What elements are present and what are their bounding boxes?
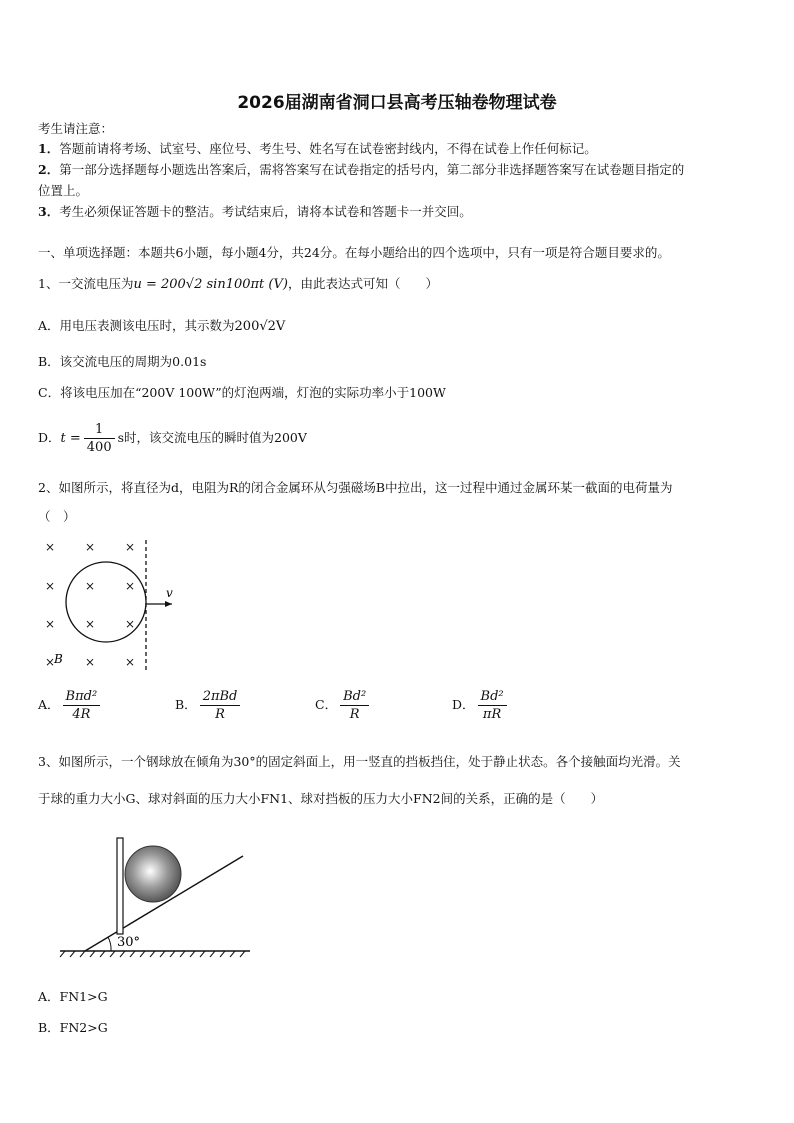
q1-d-fraction: $\frac{1}{400}$ bbox=[84, 421, 115, 456]
steel-ball bbox=[125, 846, 181, 902]
vertical-baffle bbox=[117, 838, 123, 934]
field-cross: × bbox=[84, 655, 96, 669]
q2-option-d: D． $\frac{\text{Bd²}}{\pi R}$ bbox=[452, 688, 510, 723]
q2-option-c: C． $\frac{\text{Bd²}}{R}$ bbox=[315, 688, 372, 723]
q1-option-a: A．用电压表测该电压时，其示数为200√2V bbox=[38, 318, 286, 334]
q1-option-c: C．将该电压加在“200V 100W”的灯泡两端，灯泡的实际功率小于100W bbox=[38, 385, 446, 400]
field-cross: × bbox=[124, 617, 136, 631]
q1-formula: u = 200√2 sin100πt (V) bbox=[133, 277, 288, 292]
q3-option-b: B．FN2>G bbox=[38, 1020, 108, 1035]
notice-item-2: 2．第一部分选择题每小题选出答案后，需将答案写在试卷指定的括号内，第二部分非选择题答案写在试卷题目指定的 bbox=[38, 162, 685, 177]
q1-option-b: B．该交流电压的周期为0.01s bbox=[38, 354, 207, 369]
field-cross: × bbox=[124, 579, 136, 593]
notice-item-3: 3．考生必须保证答题卡的整洁。考试结束后，请将本试卷和答题卡一并交回。 bbox=[38, 204, 472, 219]
q2-option-b: B． $\frac{\text{2πBd}}{R}$ bbox=[175, 688, 243, 723]
exam-title: 2026届湖南省洞口县高考压轴卷物理试卷 bbox=[237, 93, 557, 113]
field-label: B bbox=[54, 652, 63, 666]
field-cross: × bbox=[124, 540, 136, 554]
angle-arc bbox=[108, 937, 111, 951]
notice-heading: 考生请注意： bbox=[38, 121, 114, 136]
metal-ring bbox=[66, 562, 146, 642]
notice-item-1: 1．答题前请将考场、试室号、座位号、考生号、姓名写在试卷密封线内，不得在试卷上作任何标记。 bbox=[38, 141, 597, 156]
q2-stem-line2: （ ） bbox=[38, 509, 76, 524]
q2-magnetic-field-figure bbox=[30, 535, 190, 675]
field-cross: × bbox=[44, 655, 56, 669]
angle-label: 30° bbox=[117, 935, 141, 950]
section-heading: 一、单项选择题：本题共6小题，每小题4分，共24分。在每小题给出的四个选项中，只有一项是符合题目要求的。 bbox=[38, 245, 670, 260]
field-cross: × bbox=[44, 540, 56, 554]
field-cross: × bbox=[84, 540, 96, 554]
q3-option-a: A．FN1>G bbox=[38, 989, 108, 1004]
velocity-label: v bbox=[166, 586, 173, 600]
q2-stem-line1: 2、如图所示，将直径为d，电阻为R的闭合金属环从匀强磁场B中拉出，这一过程中通过金属环某一截面的电荷量为 bbox=[38, 480, 673, 495]
q3-stem-line2: 于球的重力大小G、球对斜面的压力大小FN1、球对挡板的压力大小FN2间的关系，正确的是（ ） bbox=[38, 791, 604, 806]
q2-option-a: A． $\frac{\text{Bπd²}}{4R}$ bbox=[38, 688, 103, 723]
notice-item-2-cont: 位置上。 bbox=[38, 183, 89, 198]
q3-incline-figure bbox=[55, 832, 255, 962]
field-cross: × bbox=[84, 579, 96, 593]
velocity-arrowhead bbox=[165, 601, 172, 607]
q1-stem: 1、一交流电压为u = 200√2 sin100πt (V)，由此表达式可知（ ） bbox=[38, 276, 438, 292]
q3-stem-line1: 3、如图所示，一个钢球放在倾角为30°的固定斜面上，用一竖直的挡板挡住，处于静止状态。各个接触面均光滑。关 bbox=[38, 754, 681, 769]
field-cross: × bbox=[44, 579, 56, 593]
field-cross: × bbox=[44, 617, 56, 631]
field-cross: × bbox=[124, 655, 136, 669]
q1-option-d: D．t = $\frac{1}{400}$ s时，该交流电压的瞬时值为200V bbox=[38, 422, 307, 455]
field-cross: × bbox=[84, 617, 96, 631]
